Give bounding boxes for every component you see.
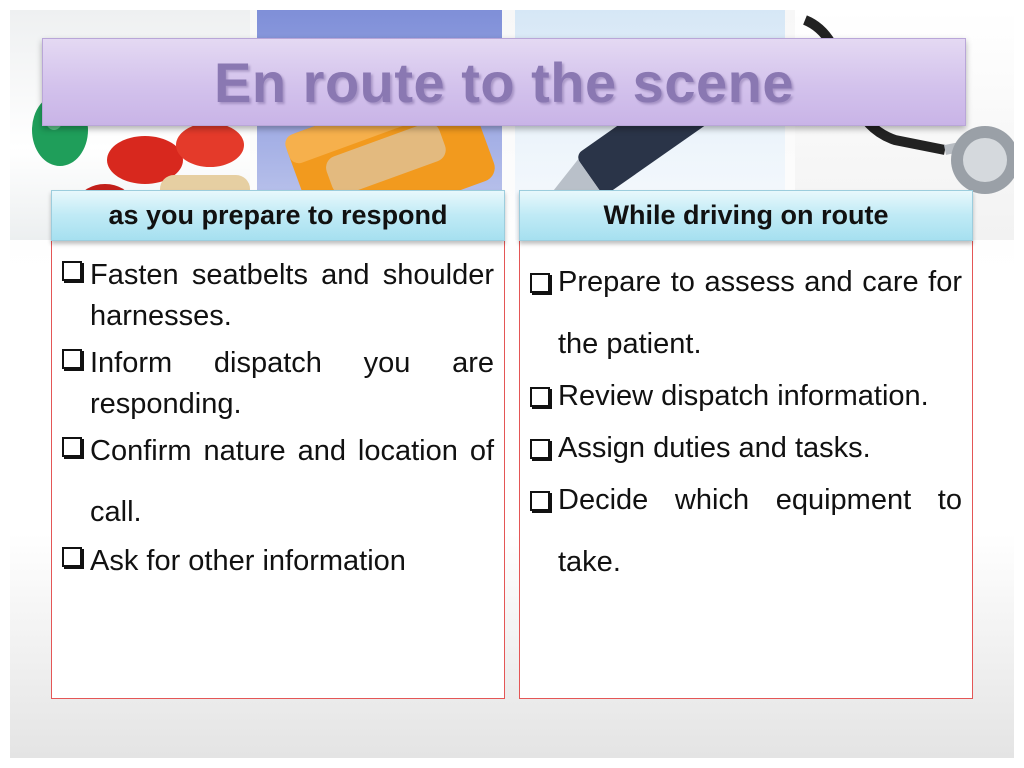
driving-panel-header bbox=[519, 190, 973, 241]
checkbox-bullet-icon bbox=[530, 439, 550, 459]
list-item bbox=[530, 267, 962, 375]
checkbox-bullet-icon bbox=[62, 547, 82, 567]
list-item-text: Inform dispatch you are responding. bbox=[90, 347, 494, 420]
respond-panel-header bbox=[51, 190, 505, 241]
list-item-text: Ask for other information bbox=[90, 545, 406, 577]
list-item bbox=[62, 343, 494, 425]
list-item-text: Decide which equipment to take. bbox=[558, 484, 962, 578]
slide-title: En route to the scene bbox=[214, 50, 794, 114]
respond-checklist bbox=[62, 255, 494, 588]
list-item bbox=[530, 485, 962, 593]
list-item bbox=[62, 255, 494, 337]
list-item-text: Assign duties and tasks. bbox=[558, 432, 871, 464]
respond-panel bbox=[51, 190, 505, 699]
driving-panel bbox=[519, 190, 973, 699]
checkbox-bullet-icon bbox=[530, 491, 550, 511]
list-item-text: Review dispatch information. bbox=[558, 380, 929, 412]
checkbox-bullet-icon bbox=[62, 261, 82, 281]
driving-panel-heading: While driving on route bbox=[603, 200, 889, 230]
driving-checklist bbox=[530, 267, 962, 599]
checkbox-bullet-icon bbox=[62, 437, 82, 457]
list-item-text: Confirm nature and location of call. bbox=[90, 435, 494, 528]
list-item bbox=[62, 431, 494, 543]
title-banner bbox=[42, 38, 966, 126]
checkbox-bullet-icon bbox=[530, 387, 550, 407]
checkbox-bullet-icon bbox=[62, 349, 82, 369]
list-item-text: Prepare to assess and care for the patient. bbox=[558, 266, 962, 360]
checkbox-bullet-icon bbox=[530, 273, 550, 293]
list-item-text: Fasten seatbelts and shoulder harnesses. bbox=[90, 259, 494, 332]
slide bbox=[10, 10, 1014, 758]
list-item bbox=[62, 541, 494, 582]
respond-panel-heading: as you prepare to respond bbox=[108, 200, 448, 230]
